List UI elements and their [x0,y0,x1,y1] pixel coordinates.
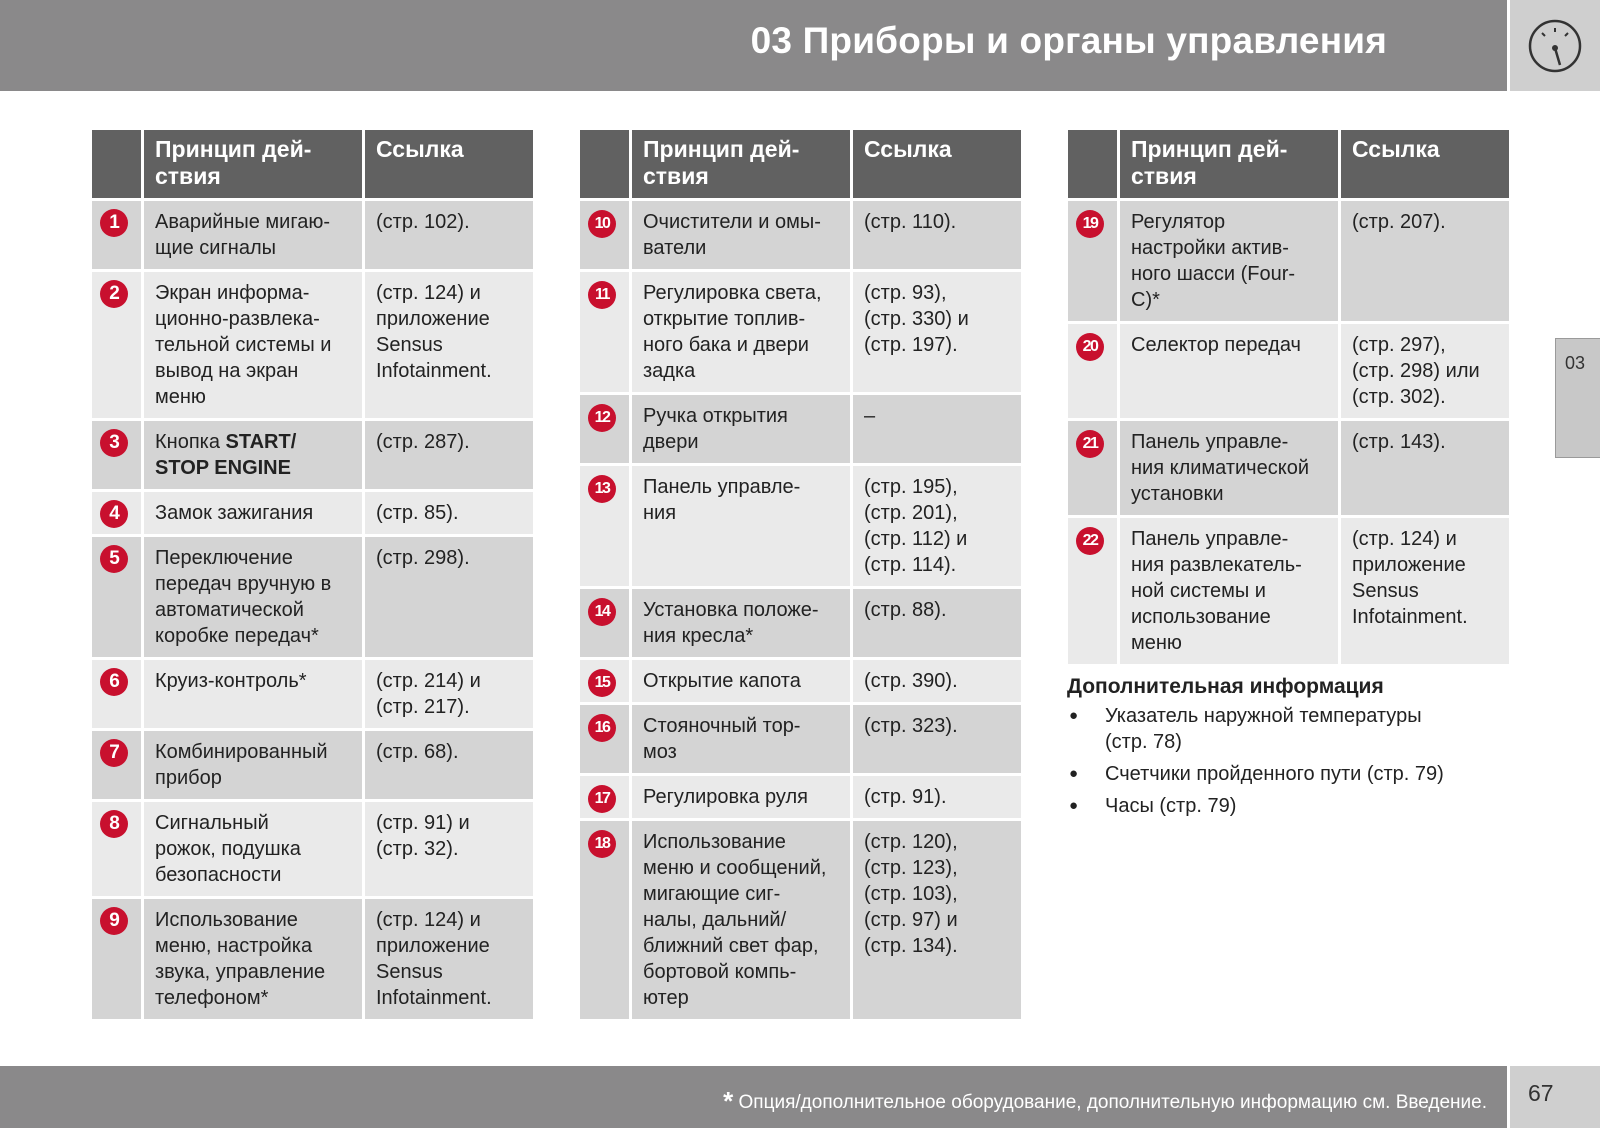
principle-cell: Стояночный тор- моз [632,705,853,776]
row-number-cell [1068,421,1120,518]
chapter-side-tab-label: 03 [1565,353,1586,373]
link-cell[interactable]: (стр. 143). [1341,421,1509,518]
link-cell[interactable]: (стр. 323). [853,705,1021,776]
page-number: 67 [1528,1080,1554,1106]
item-number-badge: 21 [1076,430,1104,458]
table-row [580,776,1021,821]
principle-cell: Экран информа- ционно-развлека- тельной системы и вывод на экран меню [144,272,365,421]
table-row [580,705,1021,776]
table-header-principle: Принцип дей- ствия [144,130,365,201]
additional-info-item[interactable]: ● Указатель наружной температуры (стр. 78) [1067,703,1507,755]
principle-cell: Открытие капота [632,660,853,705]
table-header-link: Ссылка [1341,130,1509,201]
table-header-principle: Принцип дей- ствия [632,130,853,201]
item-number-badge: 6 [100,668,128,696]
item-number-badge: 18 [588,830,616,858]
table-row [580,821,1021,1022]
table-row [1068,421,1509,518]
table-row [92,802,533,899]
table-row [92,660,533,731]
row-number-cell [92,899,144,1022]
principle-cell: Использование меню и сообщений, мигающие сиг- налы, дальний/ ближний свет фар, бортовой компь- ютер [632,821,853,1022]
link-cell[interactable]: (стр. 124) и приложение Sensus Infotainment. [365,272,533,421]
principle-cell: Ручка открытия двери [632,395,853,466]
principle-cell: Сигнальный рожок, подушка безопасности [144,802,365,899]
row-number-cell [92,660,144,731]
row-number-cell [580,660,632,705]
row-number-cell [580,589,632,660]
table-header-number [580,130,632,201]
item-number-badge: 8 [100,810,128,838]
row-number-cell [1068,518,1120,667]
link-cell[interactable]: (стр. 85). [365,492,533,537]
chapter-icon-box [1510,0,1600,91]
item-number-badge: 13 [588,475,616,503]
table-row [580,589,1021,660]
link-cell[interactable]: (стр. 93), (стр. 330) и (стр. 197). [853,272,1021,395]
footnote [723,1086,1487,1117]
principle-cell: Аварийные мигаю- щие сигналы [144,201,365,272]
chapter-side-tab[interactable] [1555,338,1600,458]
link-cell[interactable]: (стр. 195), (стр. 201), (стр. 112) и (стр. 114). [853,466,1021,589]
principle-cell: Установка положе- ния кресла* [632,589,853,660]
reference-table-2 [580,130,1021,1022]
link-cell[interactable]: (стр. 298). [365,537,533,660]
reference-table-1 [92,130,533,1022]
table-row [92,537,533,660]
link-cell[interactable]: (стр. 297), (стр. 298) или (стр. 302). [1341,324,1509,421]
link-cell[interactable]: (стр. 120), (стр. 123), (стр. 103), (стр. 97) и (стр. 134). [853,821,1021,1022]
row-number-cell [580,776,632,821]
table-row [92,492,533,537]
row-number-cell [580,466,632,589]
principle-cell: Панель управле- ния [632,466,853,589]
table-row [580,272,1021,395]
link-cell[interactable]: (стр. 91) и (стр. 32). [365,802,533,899]
principle-bold-text: START/ STOP ENGINE [155,431,297,479]
row-number-cell [580,201,632,272]
additional-info-title: Дополнительная информация [1067,675,1384,698]
item-number-badge: 14 [588,598,616,626]
table-row [1068,201,1509,324]
item-number-badge: 4 [100,500,128,528]
link-cell[interactable]: (стр. 91). [853,776,1021,821]
page-footer [0,1066,1507,1128]
additional-info-item[interactable]: ● Часы (стр. 79) [1067,793,1507,819]
row-number-cell [580,395,632,466]
footnote-text: Опция/дополнительное оборудование, дополнительную информацию см. Введение. [733,1092,1487,1113]
table-row [1068,518,1509,667]
principle-cell: Круиз-контроль* [144,660,365,731]
row-number-cell [580,821,632,1022]
principle-cell: Комбинированный прибор [144,731,365,802]
principle-cell: Панель управле- ния развлекатель- ной системы и использование меню [1120,518,1341,667]
principle-cell: Панель управле- ния климатической установки [1120,421,1341,518]
principle-cell [144,421,365,492]
table-row [92,899,533,1022]
link-cell[interactable]: (стр. 68). [365,731,533,802]
gauge-icon [1527,18,1583,74]
link-cell[interactable]: (стр. 124) и приложение Sensus Infotainment. [1341,518,1509,667]
row-number-cell [92,492,144,537]
link-cell[interactable]: (стр. 287). [365,421,533,492]
principle-cell: Замок зажигания [144,492,365,537]
item-number-badge: 2 [100,280,128,308]
item-number-badge: 22 [1076,527,1104,555]
table-row [92,421,533,492]
row-number-cell [92,731,144,802]
principle-cell: Очистители и омы- ватели [632,201,853,272]
link-cell[interactable]: – [853,395,1021,466]
row-number-cell [1068,324,1120,421]
row-number-cell [580,705,632,776]
row-number-cell [92,272,144,421]
link-cell[interactable]: (стр. 390). [853,660,1021,705]
link-cell[interactable]: (стр. 207). [1341,201,1509,324]
page-header [0,0,1507,91]
link-cell[interactable]: (стр. 124) и приложение Sensus Infotainment. [365,899,533,1022]
table-row [1068,324,1509,421]
item-number-badge: 15 [588,669,616,697]
row-number-cell [1068,201,1120,324]
table-header-number [92,130,144,201]
item-number-badge: 12 [588,404,616,432]
item-number-badge: 3 [100,429,128,457]
principle-cell: Регулятор настройки актив- ного шасси (Four- C)* [1120,201,1341,324]
table-row [92,201,533,272]
link-cell[interactable]: (стр. 102). [365,201,533,272]
table-header-principle: Принцип дей- ствия [1120,130,1341,201]
table-row [92,272,533,421]
principle-cell: Селектор передач [1120,324,1341,421]
item-number-badge: 11 [588,281,616,309]
principle-text: Кнопка [155,431,226,453]
table-row [580,395,1021,466]
item-number-badge: 16 [588,714,616,742]
table-header-link: Ссылка [853,130,1021,201]
table-row [580,466,1021,589]
row-number-cell [92,537,144,660]
page-title: 03 Приборы и органы управления [750,20,1387,61]
item-number-badge: 19 [1076,210,1104,238]
item-number-badge: 20 [1076,333,1104,361]
principle-cell: Регулировка руля [632,776,853,821]
link-cell[interactable]: (стр. 88). [853,589,1021,660]
item-number-badge: 10 [588,210,616,238]
table-header-number [1068,130,1120,201]
item-number-badge: 1 [100,209,128,237]
page-number-box [1510,1066,1600,1128]
additional-info-item[interactable]: ● Счетчики пройденного пути (стр. 79) [1067,761,1507,787]
principle-cell: Использование меню, настройка звука, управление телефоном* [144,899,365,1022]
reference-table-3 [1068,130,1509,667]
table-row [580,201,1021,272]
row-number-cell [92,421,144,492]
table-row [580,660,1021,705]
table-header-link: Ссылка [365,130,533,201]
link-cell[interactable]: (стр. 110). [853,201,1021,272]
principle-cell: Переключение передач вручную в автоматической коробке передач* [144,537,365,660]
footnote-star: * [723,1086,734,1116]
item-number-badge: 9 [100,907,128,935]
row-number-cell [580,272,632,395]
item-number-badge: 7 [100,739,128,767]
item-number-badge: 5 [100,545,128,573]
row-number-cell [92,802,144,899]
table-row [92,731,533,802]
principle-cell: Регулировка света, открытие топлив- ного бака и двери задка [632,272,853,395]
row-number-cell [92,201,144,272]
link-cell[interactable]: (стр. 214) и (стр. 217). [365,660,533,731]
additional-info-list [1067,703,1507,825]
item-number-badge: 17 [588,785,616,813]
